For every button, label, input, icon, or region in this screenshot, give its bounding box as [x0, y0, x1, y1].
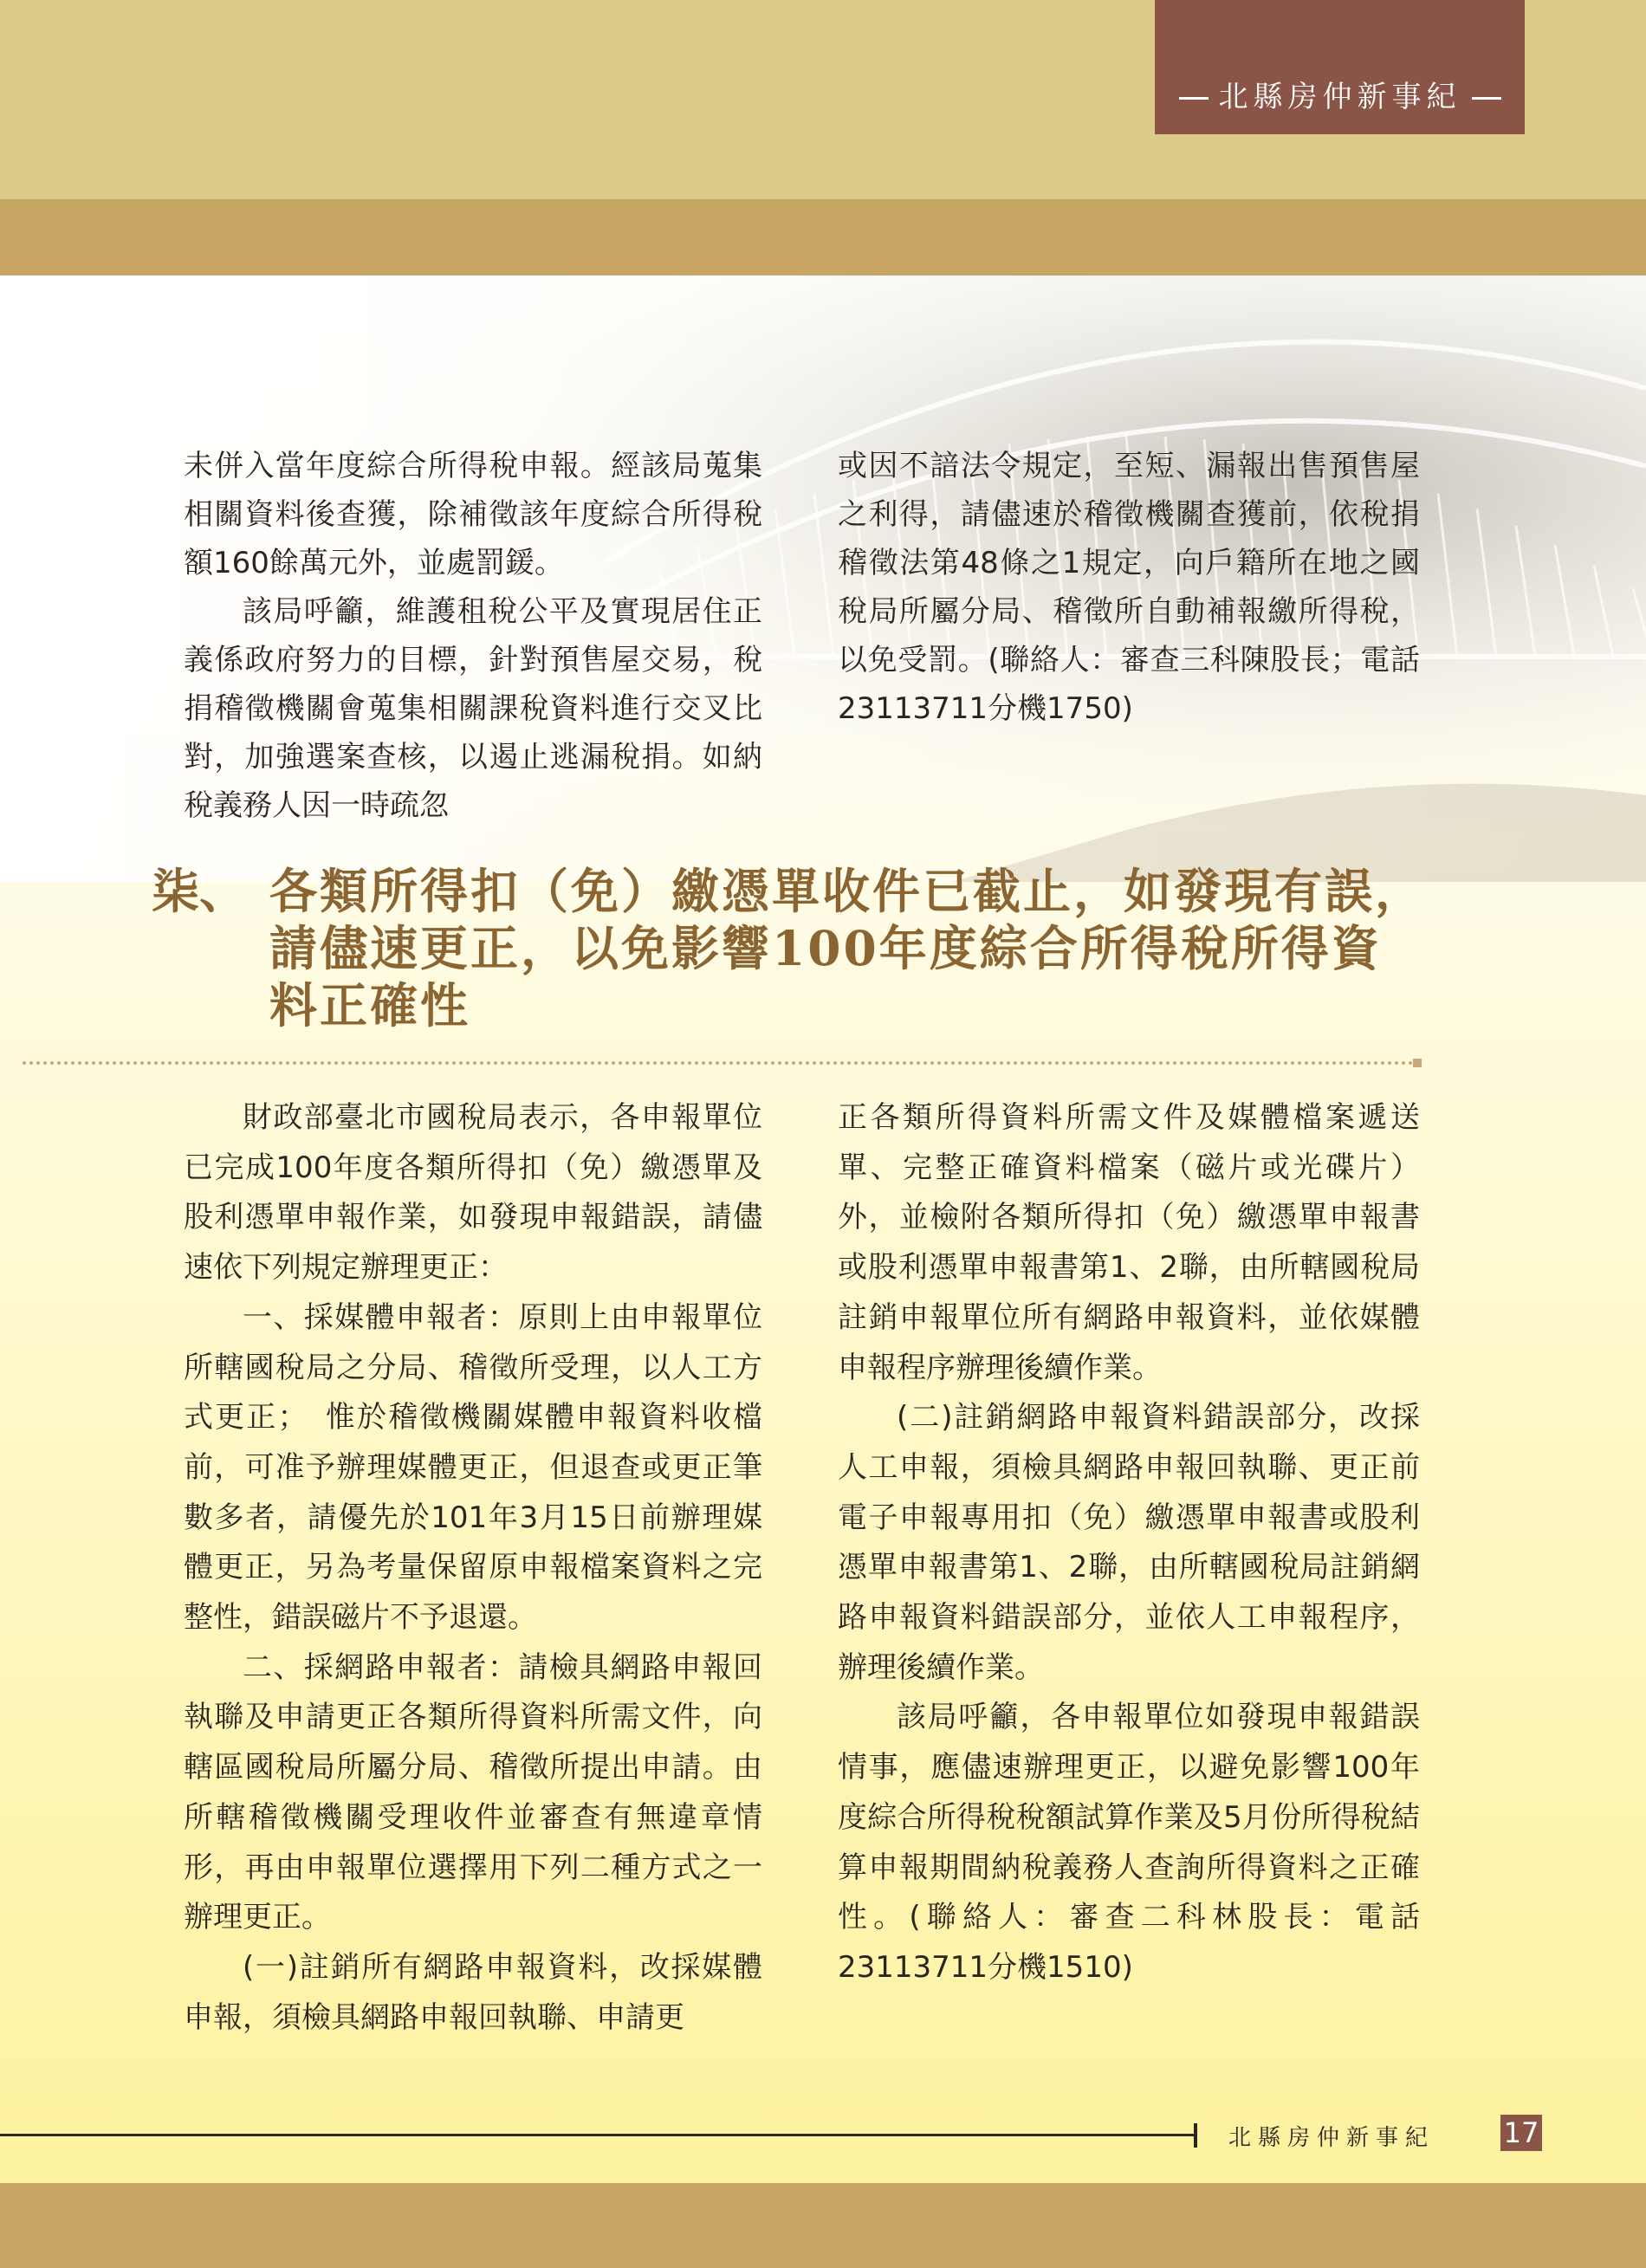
section-title: 各類所得扣（免）繳憑單收件已截止，如發現有誤，請儘速更正，以免影響100年度綜合所得稅所得資料正確性: [269, 863, 1426, 1034]
section-number: 柒、: [152, 863, 248, 919]
bottom-band: [0, 2183, 1646, 2268]
bottom-right-column: [838, 1093, 1420, 1993]
page-number: 17: [1500, 2115, 1542, 2151]
section-heading: [152, 863, 1425, 1034]
paragraph: 或因不諳法令規定，至短、漏報出售預售屋之利得，請儘速於稽徵機關查獲前，依稅捐稽徵法第48條之1規定，向戶籍所在地之國稅局所屬分局、稽徵所自動補報繳所得稅，以免受罰。(聯絡人：審查三科陳股長；電話23113711分機1750): [838, 449, 1420, 726]
top-right-column: [838, 442, 1420, 733]
paragraph: 該局呼籲，各申報單位如發現申報錯誤情事，應儘速辦理更正，以避免影響100年度綜合所得稅稅額試算作業及5月份所得稅結算申報期間納稅義務人查詢所得資料之正確性。(聯絡人：審查二科林股長：電話23113711分機1510): [838, 1700, 1420, 1985]
top-left-column: [184, 442, 762, 830]
paragraph: 未併入當年度綜合所得稅申報。經該局蒐集相關資料後查獲，除補徵該年度綜合所得稅額160餘萬元外，並處罰鍰。: [184, 449, 762, 580]
paragraph: 財政部臺北市國稅局表示，各申報單位已完成100年度各類所得扣（免）繳憑單及股利憑單申報作業，如發現申報錯誤，請儘速依下列規定辦理更正：: [184, 1100, 762, 1286]
bottom-left-column: [184, 1093, 762, 2043]
header-tab: [1155, 0, 1525, 134]
footer-tick: [1194, 2123, 1197, 2148]
paragraph: (二)註銷網路申報資料錯誤部分，改採人工申報，須檢具網路申報回執聯、更正前電子申報專用扣（免）繳憑單申報書或股利憑單申報書第1、2聯，由所轄國稅局註銷網路申報資料錯誤部分，並依人工申報程序，辦理後續作業。: [838, 1400, 1420, 1685]
paragraph: (一)註銷所有網路申報資料，改採媒體申報，須檢具網路申報回執聯、申請更: [184, 1949, 762, 2035]
header-title: 北縣房仲新事紀: [1218, 80, 1461, 114]
paragraph: 一、採媒體申報者：原則上由申報單位所轄國稅局之分局、稽徵所受理，以人工方式更正； 惟於稽徵機關媒體申報資料收檔前，可准予辦理媒體更正，但退查或更正筆數多者，請優先於101年3月15日前辦理媒體更正，另為考量保留原申報檔案資料之完整性，錯誤磁片不予退還。: [184, 1299, 762, 1636]
paragraph: 該局呼籲，維護租稅公平及實現居住正義係政府努力的目標，針對預售屋交易，稅捐稽徵機關會蒐集相關課稅資料進行交叉比對，加強選案查核，以遏止逃漏稅捐。如納稅義務人因一時疏忽: [184, 594, 762, 823]
header-title-wrap: [1169, 73, 1512, 115]
divider-end-mark: [1413, 1059, 1422, 1067]
section-divider: [23, 1061, 1414, 1065]
paragraph: 二、採網路申報者：請檢具網路申報回執聯及申請更正各類所得資料所需文件，向轄區國稅局所屬分局、稽徵所提出申請。由所轄稽徵機關受理收件並審查有無違章情形，再由申報單位選擇用下列二種方式之一辦理更正。: [184, 1649, 762, 1935]
paragraph: 正各類所得資料所需文件及媒體檔案遞送單、完整正確資料檔案（磁片或光碟片）外，並檢附各類所得扣（免）繳憑單申報書或股利憑單申報書第1、2聯，由所轄國稅局註銷申報單位所有網路申報資料，並依媒體申報程序辦理後續作業。: [838, 1100, 1420, 1385]
header-stripe: [0, 199, 1646, 275]
footer-rule: [0, 2134, 1194, 2136]
footer-title: 北縣房仲新事紀: [1228, 2125, 1435, 2151]
